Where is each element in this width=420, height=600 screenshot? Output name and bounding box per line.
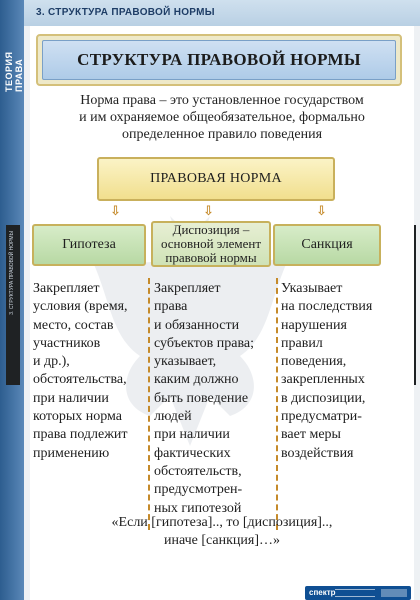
section-title: 3. СТРУКТУРА ПРАВОВОЙ НОРМЫ: [36, 7, 215, 18]
text-line: при наличии: [154, 427, 230, 443]
text-line: нарушения: [281, 317, 347, 333]
formula-line: иначе [санкция]…»: [163, 533, 281, 548]
publisher-logo-text: спектр: [309, 588, 336, 597]
text-line: права подлежит: [33, 427, 128, 443]
definition-text: [30, 92, 414, 143]
sanction-header: Санкция: [273, 224, 381, 266]
sidebar-label: ТЕОРИЯ ПРАВА: [4, 51, 24, 92]
logo-decoration: [381, 589, 407, 597]
text-line: предусматри-: [281, 409, 362, 425]
disposition-text: [154, 280, 276, 518]
text-line: и др.),: [33, 354, 70, 370]
text-line: ных гипотезой: [154, 500, 242, 516]
text-line: которых норма: [33, 409, 123, 425]
arrow-down-icon: ⇩: [110, 204, 121, 219]
hypothesis-header: Гипотеза: [32, 224, 146, 266]
disposition-header-line: правовой нормы: [165, 250, 257, 265]
definition-line: и им охраняемое общеобязательное, формально: [79, 110, 365, 125]
text-line: Указывает: [281, 281, 343, 296]
title-frame: [36, 34, 402, 86]
text-line: участников: [33, 335, 101, 351]
disposition-header: [151, 221, 271, 267]
text-line: субъектов права;: [154, 335, 254, 351]
text-line: права: [154, 299, 188, 315]
text-line: при наличии: [33, 390, 109, 406]
text-line: указывает,: [154, 354, 217, 370]
page-title: СТРУКТУРА ПРАВОВОЙ НОРМЫ: [42, 40, 396, 80]
disposition-header-line: основной элемент: [160, 236, 262, 251]
text-line: фактических: [154, 445, 231, 461]
arrow-down-icon: ⇩: [316, 204, 327, 219]
sanction-text: [281, 280, 393, 463]
text-line: быть поведение: [154, 390, 249, 406]
text-line: Закрепляет: [154, 281, 221, 296]
left-edge-label: [6, 225, 20, 385]
text-line: место, состав: [33, 317, 114, 333]
text-line: воздействия: [281, 445, 354, 461]
disposition-header-line: Диспозиция –: [172, 222, 250, 237]
column-divider: [148, 278, 150, 530]
top-section-strip: [0, 0, 420, 26]
text-line: предусмотрен-: [154, 482, 243, 498]
text-line: обстоятельств,: [154, 463, 242, 479]
column-divider: [276, 278, 278, 530]
definition-line: определенное правило поведения: [121, 127, 323, 142]
arrow-down-icon: ⇩: [203, 204, 214, 219]
logo-decoration: [335, 589, 375, 597]
left-edge-label-text: 3. СТРУКТУРА ПРАВОВОЙ НОРМЫ: [9, 231, 15, 315]
formula-text: [30, 514, 414, 550]
text-line: обстоятельства,: [33, 372, 127, 388]
legal-norm-box: ПРАВОВАЯ НОРМА: [97, 157, 335, 201]
text-line: на последствия: [281, 299, 373, 315]
text-line: Закрепляет: [33, 281, 100, 296]
definition-line: Норма права – это установленное государством: [80, 93, 364, 108]
text-line: в диспозиции,: [281, 390, 366, 406]
formula-line: «Если [гипотеза].., то [диспозиция]..,: [111, 515, 333, 530]
text-line: условия (время,: [33, 299, 128, 315]
text-line: правил: [281, 335, 323, 351]
publisher-logo: [305, 586, 411, 600]
text-line: людей: [154, 409, 192, 425]
hypothesis-text: [33, 280, 149, 463]
text-line: применению: [33, 445, 110, 461]
text-line: поведения,: [281, 354, 347, 370]
text-line: закрепленных: [281, 372, 365, 388]
text-line: каким должно: [154, 372, 239, 388]
text-line: вает меры: [281, 427, 341, 443]
poster-content: [30, 26, 414, 600]
text-line: и обязанности: [154, 317, 240, 333]
